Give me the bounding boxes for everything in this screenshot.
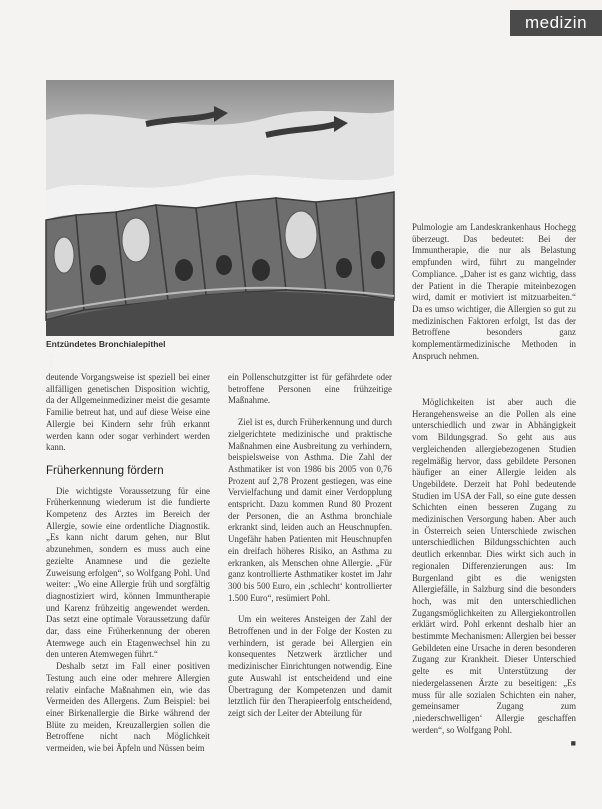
article-end-mark: ■: [570, 738, 576, 749]
section-tab-medizin[interactable]: medizin: [510, 10, 602, 36]
paragraph: Um ein weiteres Ansteigen der Zahl der Betroffenen und in der Folge der Kosten zu verhindern, ist gerade bei Allergien ein konsequentes Netzwerk ärztlicher und medizinischer Einrichtungen notwendig. Eine gute Auswahl ist entscheidend und eine Übertragung der Kompetenzen und damit letztlich für den Therapieerfolg entscheidend, zeigt sich der Leiter der Abteilung für: [228, 614, 392, 718]
paragraph: Die wichtigste Voraussetzung für eine Früherkennung wiederum ist die fundierte Kompetenz des Arztes im Bereich der Allergie, sowie eine ordentliche Diagnostik. „Es kann nicht darum gehen, nur Blut abzunehmen, sondern es muss auch eine gezielte Anamnese und die gezielte Zuweisung erfolgen“, so Wolfgang Pohl. Und weiter: „Wo eine Allergie früh und sorgfältig diagnostiziert wird, können Immuntherapie und Karenz frühzeitig angewendet werden. Das setzt eine optimale Voraussetzung dafür dar, dass eine Früherkennung der oberen Atemwege auch ein Etagenwechsel hin zu den unteren Atemwegen führt.“: [46, 485, 210, 660]
column-middle: [228, 372, 392, 720]
paragraph: deutende Vorgangsweise ist speziell bei einer allfälligen genetischen Disposition wichtig, da der Allgemeinmediziner meist die gesamte Familie betreut hat, und auf diese Weise eine Allergie bei Kindern sehr früh erkannt werden kann oder sogar verhindert werden kann.: [46, 372, 210, 453]
figure-caption: Entzündetes Bronchialepithel: [46, 339, 166, 349]
header-strip: [0, 0, 602, 32]
paragraph: Ziel ist es, durch Früherkennung und durch zielgerichtete medizinische und praktische Maßnahmen eine Ausbreitung zu verhindern, beispielsweise von Asthma. Die Zahl der Asthmatiker ist von 1986 bis 2005 von 0,76 Prozent auf 2,78 Prozent gestiegen, was eine Vervielfachung und damit einer Verdopplung entspricht. Dazu kommen Rund 80 Prozent der Personen, die an Asthma bronchiale erkrankt sind, leiden auch an Heuschnupfen. Ungefähr haben Patienten mit Heuschnupfen ein dreifach höheres Risiko, an Asthma zu erkranken, als Menschen ohne Allergie. „Für ganz kontrollierte Asthmatiker kostet im Jahr 300 bis 500 Euro, ein ‚schlecht‘ kontrollierter 1.500 Euro“, resümiert Pohl.: [228, 417, 392, 603]
image-credit: © SCIENCE: [49, 352, 55, 380]
section-heading: Früherkennung fördern: [46, 464, 164, 477]
paragraph: Deshalb setzt im Fall einer positiven Testung auch eine oder mehrere Allergien relativ einfache Maßnahmen ein, wie das Vermeiden des Allergens. Zum Beispiel: bei einer Birkenallergie die Birke während der Blüte zu meiden, Kreuzallergien sollen die Betroffene nicht nach Möglichkeit vermeiden, wie bei Äpfeln und Nüssen beim: [46, 661, 210, 754]
bronchial-epithelium-illustration: [46, 80, 394, 336]
paragraph: Möglichkeiten ist aber auch die Herangehensweise an die Pollen als eine unterschiedlich und zwar in Abhängigkeit vom Bildungsgrad. So geht aus aus vergleichenden allergiebezogenen Studien regelmäßig hervor, dass gebildete Personen häufiger an einer Allergie leiden als Ungebildete. Derzeit hat Pohl bedeutende Studien im USA der Fall, so eine gute dessen Schichten einen besseren Zugang zu medizinischen Versorgung haben. Aber auch in Österreich seien Unterschiede zwischen unterschiedlichen Bildungsschichten auch deutlich erkennbar. Dies wirkt sich auch in regionalen Differenzierungen aus: Im Burgenland gibt es die wenigsten Allergiefälle, in Salzburg sind die besonders hoch, was mit den unterschiedlichen Zugangsmöglichkeiten zu Allergiekontrollen erklärt wird. Pohl erkennt deshalb hier an bestimmte Mechanismen: Allergien bei besser Gebildeten eine Ursache in deren besonderen Zugang zur Krankheit. Dieser Unterschied gelte es mit Unterstützung der niedergelassenen Ärzte zu beseitigen: „Es muss für alle sozialen Schichten ein naher, gemeinsamer Zugang zum ‚niederschwelligen‘ Allergie geschaffen werden“, so Wolfgang Pohl.: [412, 397, 576, 735]
column-right-bottom: [412, 397, 576, 750]
paragraph: Pulmologie am Landeskrankenhaus Hochegg überzeugt. Das bedeutet: Bei der Immuntherapie, die nur als Belastung empfunden wird, führt zu mangelnder Compliance. „Daher ist es ganz wichtig, dass der Patient in die Therapie miteinbezogen wird, damit er motiviert ist mitzuarbeiten.“ Da es umso wichtiger, die Allergien so gut zu medizinischen Faktoren erfolgt, Ist das der Betroffene besonders ganz komplementärmedizinische Methoden in Anspruch nehmen.: [412, 222, 576, 361]
paragraph: ein Pollenschutzgitter ist für gefährdete oder betroffene Personen eine frühzeitige Maßnahme.: [228, 372, 392, 406]
column-right-top: [412, 222, 576, 362]
